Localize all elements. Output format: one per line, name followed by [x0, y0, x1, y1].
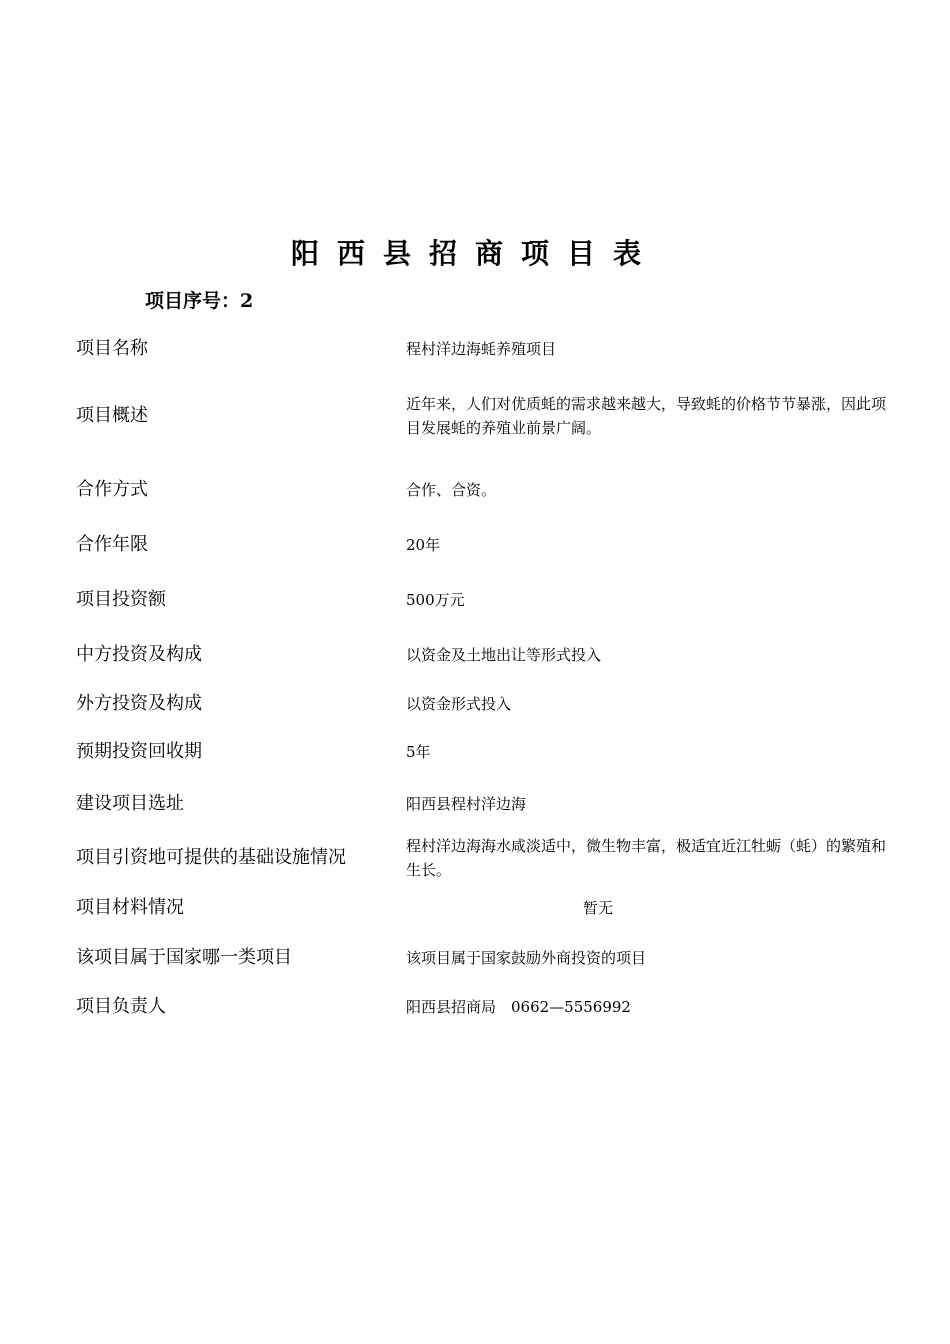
row-value: 该项目属于国家鼓励外商投资的项目 [406, 949, 647, 967]
row-value: 5年 [406, 743, 431, 761]
row-value: 以资金形式投入 [406, 695, 512, 713]
row-value: 暂无 [582, 899, 613, 917]
row-label: 项目名称 [76, 338, 148, 359]
row-value: 以资金及土地出让等形式投入 [406, 646, 602, 664]
row-label: 项目负责人 [76, 996, 166, 1017]
row-value: 20年 [406, 536, 441, 554]
project-serial-number: 项目序号：2 [145, 290, 254, 312]
row-value: 合作、合资。 [406, 481, 497, 499]
row-label: 合作年限 [76, 534, 148, 555]
row-value: 程村洋边海蚝养殖项目 [406, 340, 557, 358]
row-label: 项目概述 [76, 405, 148, 426]
row-label: 项目材料情况 [76, 897, 184, 918]
row-label: 外方投资及构成 [76, 693, 202, 714]
row-value: 近年来，人们对优质蚝的需求越来越大，导致蚝的价格节节暴涨，因此项目发展蚝的养殖业前景广阔。 [406, 395, 887, 437]
row-label: 项目投资额 [76, 589, 166, 610]
row-value: 程村洋边海海水咸淡适中，微生物丰富，极适宜近江牡蛎（蚝）的繁殖和生长。 [406, 837, 887, 879]
row-value: 阳西县招商局 0662—5556992 [406, 998, 631, 1016]
row-label: 项目引资地可提供的基础设施情况 [76, 847, 346, 868]
row-label: 预期投资回收期 [76, 741, 202, 762]
document-title: 阳西县招商项目表 [290, 237, 659, 270]
row-value: 500万元 [406, 591, 465, 609]
row-label: 合作方式 [76, 479, 148, 500]
row-label: 中方投资及构成 [76, 644, 202, 665]
row-value: 阳西县程村洋边海 [406, 795, 527, 813]
row-label: 该项目属于国家哪一类项目 [76, 947, 292, 968]
row-label: 建设项目选址 [76, 793, 184, 814]
